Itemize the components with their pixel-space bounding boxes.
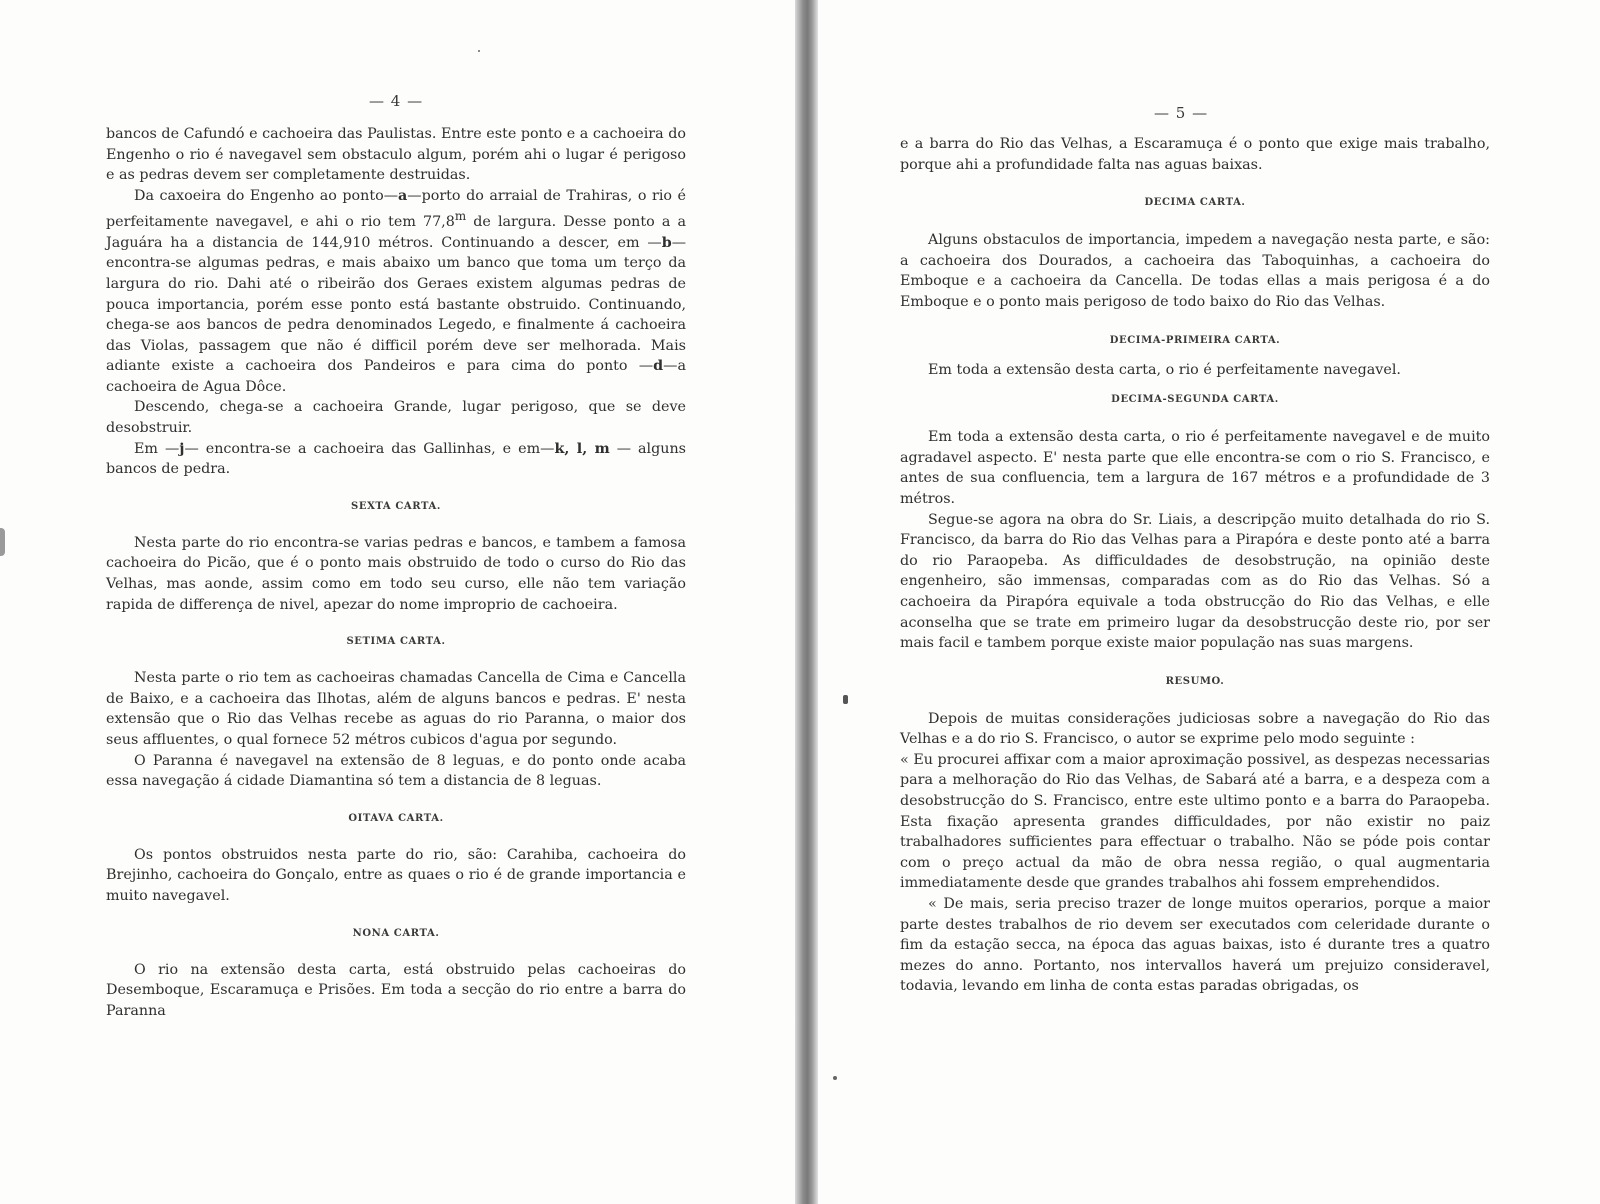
paper-speck <box>478 50 480 52</box>
left-page <box>0 0 795 1204</box>
paragraph: Depois de muitas considerações judiciosas sobre a navegação do Rio das Velhas e a do rio S. Francisco, o autor se exprime pelo modo seguinte : <box>900 710 1490 748</box>
text-run: — encontra-se algumas pedras, e mais abaixo um banco que toma um terço da largura do rio. Dahi até o ribeirão dos Geraes existem algumas pedras de pouca importancia, porém esse ponto está bastante obstruido. Continuando, chega-se aos bancos de pedra denominados Legedo, e finalmente á cachoeira das Violas, passagem que não é difficil porém deve ser melhorada. Mais adiante existe a cachoeira dos Pandeiros e para cima do ponto — <box>106 234 686 375</box>
section-heading: OITAVA CARTA. <box>348 812 444 824</box>
unit-superscript: m <box>454 209 467 224</box>
section-heading: SETIMA CARTA. <box>346 636 446 648</box>
paragraph: O rio na extensão desta carta, está obstruido pelas cachoeiras do Desemboque, Escaramuça e Prisões. Em toda a secção do rio entre a barra do Paranna <box>106 961 686 1019</box>
point-marker: a <box>398 187 408 204</box>
section-heading: DECIMA-PRIMEIRA CARTA. <box>1109 334 1281 346</box>
point-marker: j <box>179 440 185 457</box>
paragraph: Nesta parte o rio tem as cachoeiras chamadas Cancella de Cima e Cancella de Baixo, e a cachoeira das Ilhotas, além de alguns bancos e pedras. E' nesta extensão que o Rio das Velhas recebe as aguas do rio Paranna, o maior dos seus affluentes, o qual fornece 52 métros cubicos d'agua por segundo. <box>106 670 686 749</box>
page-number-right: — 5 — <box>1154 104 1209 122</box>
text-run: Da caxoeira do Engenho ao ponto— <box>134 187 399 204</box>
paragraph: Nesta parte do rio encontra-se varias pedras e bancos, e tambem a famosa cachoeira do Picão, que é o ponto mais obstruido de todo o curso do Rio das Velhas, mas aonde, assim como em todo seu curso, elle não tem variação rapida de differença de nivel, apezar do nome improprio de cachoeira. <box>106 534 686 613</box>
paragraph: Em toda a extensão desta carta, o rio é perfeitamente navegavel e de muito agradavel aspecto. E' nesta parte que elle encontra-se com o rio S. Francisco, e antes de sua confluencia, tem a largura de 167 métros e a profundidade de 3 métros. <box>900 429 1490 507</box>
text-run: — alguns bancos de pedra. <box>106 440 686 478</box>
text-run: Em — <box>134 440 180 457</box>
paper-speck <box>843 695 848 704</box>
paragraph: Alguns obstaculos de importancia, impedem a navegação nesta parte, e são: a cachoeira dos Dourados, a cachoeira das Taboquinhas, a cachoeira do Emboque e a cachoeira da Cancella. De todas ellas a mais perigosa é a do Emboque e o ponto mais perigoso de todo baixo do Rio das Velhas. <box>900 232 1490 310</box>
paragraph <box>106 186 686 398</box>
text-run: — encontra-se a cachoeira das Gallinhas, e em— <box>184 440 555 457</box>
page-edge-mark <box>0 528 5 556</box>
paragraph: « Eu procurei affixar com a maior aproximação possivel, as despezas necessarias para a melhoração do Rio das Velhas, de Sabará até a barra, e a despeza com a desobstrucção do S. Francisco, entre este ultimo ponto e a barra do Paraopeba. Esta fixação apresenta grandes difficuldades, por não existir no paiz trabalhadores sufficientes para effectuar o trabalho. Não se póde pois contar com o preço actual da mão de obra nessa região, o qual augmentaria immediatamente desde que grandes trabalhos ahi fossem emprehendidos. <box>900 751 1490 892</box>
section-heading: DECIMA-SEGUNDA CARTA. <box>1111 394 1279 406</box>
paragraph: Os pontos obstruidos nesta parte do rio, são: Carahiba, cachoeira do Brejinho, cachoeira do Gonçalo, entre as quaes o rio é de grande importancia e muito navegavel. <box>106 846 686 904</box>
point-marker: d <box>653 358 664 375</box>
text-run: —porto do arraial de Trahiras, o rio é perfeitamente navegavel, e ahi o rio tem 77,8 <box>106 187 687 231</box>
page-number-left: — 4 — <box>369 92 424 110</box>
book-gutter <box>795 0 818 1204</box>
section-heading: SEXTA CARTA. <box>351 500 441 512</box>
point-marker: k, l, m <box>554 440 610 457</box>
text-run: de largura. Desse ponto a a Jaguára ha a distancia de 144,910 métros. Continuando a descer, em — <box>106 214 687 251</box>
paragraph: Em toda a extensão desta carta, o rio é perfeitamente navegavel. <box>928 361 1401 378</box>
paragraph: « De mais, seria preciso trazer de longe muitos operarios, porque a maior parte destes trabalhos de rio devem ser executados com celeridade durante o fim da estação secca, na época das aguas baixas, isto é durante tres a quatro mezes do anno. Portanto, nos intervallos haverá um prejuizo consideravel, todavia, levando em linha de conta estas paradas obrigadas, os <box>900 896 1490 995</box>
left-text-column <box>106 124 686 1021</box>
paragraph <box>106 439 686 480</box>
text-run: —a cachoeira de Agua Dôce. <box>106 358 686 395</box>
paragraph: e a barra do Rio das Velhas, a Escaramuça é o ponto que exige mais trabalho, porque ahi a profundidade falta nas aguas baixas. <box>900 136 1490 173</box>
paragraph: Segue-se agora na obra do Sr. Liais, a descripção muito detalhada do rio S. Francisco, da barra do Rio das Velhas para a Pirapóra e deste ponto até a barra do rio Paraopeba. As difficuldades de desobstrução, na opinião deste engenheiro, são immensas, comparadas com as do Rio das Velhas. Só a cachoeira da Pirapóra equivale a toda obstrucção do Rio das Velhas, e elle aconselha que se trate em primeiro lugar da desobstrucção deste rio, por ser mais facil e tambem porque existe maior população nas suas margens. <box>900 511 1490 652</box>
right-text-column <box>900 134 1490 997</box>
paragraph: bancos de Cafundó e cachoeira das Paulistas. Entre este ponto e a cachoeira do Engenho o rio é navegavel sem obstaculo algum, porém ahi o lugar é perigoso e as pedras devem ser completamente destruidas. <box>106 126 686 184</box>
paper-speck <box>833 1076 837 1080</box>
section-heading: RESUMO. <box>1165 675 1225 687</box>
section-heading: NONA CARTA. <box>352 927 440 939</box>
section-heading: DECIMA CARTA. <box>1144 197 1246 209</box>
paragraph: O Paranna é navegavel na extensão de 8 leguas, e do ponto onde acaba essa navegação á cidade Diamantina só tem a distancia de 8 leguas. <box>106 752 686 790</box>
point-marker: b <box>661 234 672 251</box>
paragraph: Descendo, chega-se a cachoeira Grande, lugar perigoso, que se deve desobstruir. <box>106 399 686 437</box>
